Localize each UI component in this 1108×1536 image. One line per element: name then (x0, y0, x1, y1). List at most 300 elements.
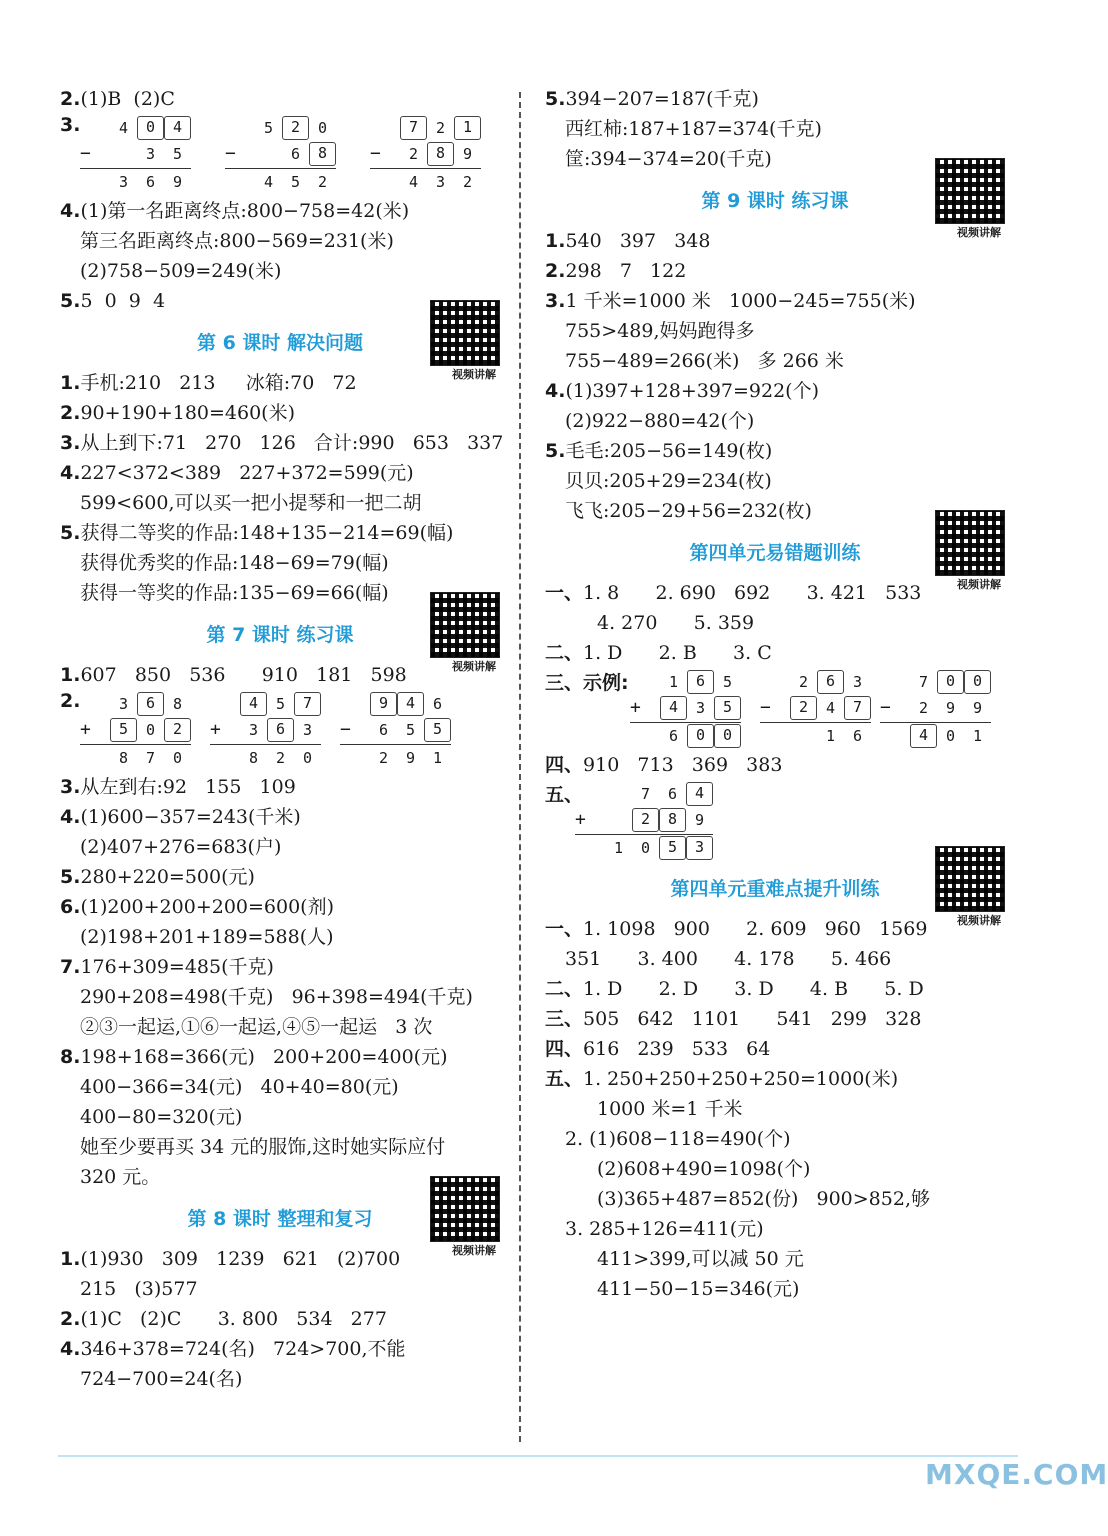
digit: 9 (694, 811, 705, 829)
calc-block (340, 690, 451, 770)
answer-text: 获得一等奖的作品:135−69=66(幅) (80, 582, 389, 604)
digit-row (595, 836, 713, 860)
answer-line (60, 832, 500, 862)
digit: 3 (118, 695, 129, 713)
digit-row (245, 116, 336, 140)
digit: 5 (172, 145, 183, 163)
calc-rule (370, 168, 481, 169)
answer-line (60, 256, 500, 286)
digit-row (595, 808, 713, 832)
answer-line (60, 196, 500, 226)
digit: 9 (972, 699, 983, 717)
question-number: 3. (60, 776, 81, 798)
question-number: 8. (60, 1046, 81, 1068)
answer-text: (2)407+276=683(户) (80, 836, 282, 858)
digit: 9 (172, 173, 183, 191)
answer-line (60, 1304, 500, 1334)
answer-line (545, 1274, 1005, 1304)
digit-box: 4 (240, 692, 267, 716)
digit: 6 (145, 173, 156, 191)
digit: 1 (972, 727, 983, 745)
answer-text: 910 713 369 383 (583, 754, 783, 776)
digit-row (100, 692, 191, 716)
answer-text: (1)第一名距离终点:800−758=42(米) (80, 200, 410, 222)
digit-box: 5 (424, 718, 451, 742)
answer-text: 1. 250+250+250+250=1000(米) (583, 1068, 899, 1090)
operator: + (210, 719, 221, 740)
question-number: 3. (60, 114, 81, 136)
digit: 4 (825, 699, 836, 717)
answer-line (60, 1012, 500, 1042)
answer-text: 400−366=34(元) 40+40=80(元) (80, 1076, 399, 1098)
answer-text: 筐:394−374=20(千克) (565, 148, 772, 170)
answer-text: 5 0 9 4 (80, 290, 166, 312)
question-number: 2. (545, 260, 566, 282)
left-column (60, 84, 504, 1394)
digit-box: 0 (964, 670, 991, 694)
answer-text: 90+190+180=460(米) (80, 402, 296, 424)
answer-text: 西红柿:187+187=374(千克) (565, 118, 822, 140)
digit: 0 (302, 749, 313, 767)
answer-line (545, 346, 1005, 376)
digit: 8 (118, 749, 129, 767)
digit: 6 (852, 727, 863, 745)
answer-text: 540 397 348 (565, 230, 711, 252)
answer-line (60, 1042, 500, 1072)
digit-box: 6 (267, 718, 294, 742)
digit-box: 5 (659, 836, 686, 860)
answer-line (60, 1274, 500, 1304)
digit: 5 (263, 119, 274, 137)
answer-text: (3)365+487=852(份) 900>852,够 (597, 1188, 930, 1210)
digit: 1 (825, 727, 836, 745)
digit (255, 142, 282, 166)
digit-box: 4 (397, 692, 424, 716)
calc-block (80, 114, 191, 194)
answer-line (545, 316, 1005, 346)
question-number: 1. (60, 1248, 81, 1270)
operator: + (630, 697, 641, 718)
answer-text: 755>489,妈妈跑得多 (565, 320, 755, 342)
answer-line (545, 1004, 1005, 1034)
calc-rule (340, 744, 451, 745)
digit-row (360, 692, 451, 716)
digit-row (230, 718, 321, 742)
digit-row (900, 670, 991, 694)
answer-text: 351 3. 400 4. 178 5. 466 (565, 948, 892, 970)
digit-box: 8 (309, 142, 336, 166)
answer-line (60, 1364, 500, 1394)
operator: − (760, 697, 771, 718)
answer-text: 755−489=266(米) 多 266 米 (565, 350, 844, 372)
calc-rule (80, 744, 191, 745)
digit: 0 (172, 749, 183, 767)
digit: 0 (640, 839, 651, 857)
operator: − (370, 143, 381, 164)
question-number: 五、 (545, 1068, 584, 1090)
section-title: 第 9 课时 练习课 (701, 190, 849, 212)
digit-row (900, 696, 991, 720)
calc-block (370, 114, 481, 194)
digit-box: 1 (454, 116, 481, 140)
question-number: 5. (60, 522, 81, 544)
answer-text: 400−80=320(元) (80, 1106, 243, 1128)
answer-line (545, 1064, 1005, 1094)
digit: 4 (408, 173, 419, 191)
answer-line (60, 1132, 500, 1162)
answer-line (545, 226, 1005, 256)
digit: 5 (290, 173, 301, 191)
answer-text: (2)922−880=42(个) (565, 410, 755, 432)
calc-block (880, 668, 991, 748)
answer-text: 她至少要再买 34 元的服饰,这时她实际应付 (80, 1136, 446, 1158)
digit-row (360, 718, 451, 742)
qr-code-icon[interactable] (935, 846, 1005, 912)
digit: 4 (263, 173, 274, 191)
answer-text: 获得优秀奖的作品:148−69=79(幅) (80, 552, 389, 574)
section-heading (60, 320, 500, 381)
digit: 2 (798, 673, 809, 691)
answer-line (545, 256, 1005, 286)
answer-line (60, 772, 500, 802)
question-number: 5. (545, 88, 566, 110)
digit: 3 (852, 673, 863, 691)
calc-rule (575, 834, 713, 835)
digit: 3 (435, 173, 446, 191)
answer-line (60, 368, 500, 398)
answer-text: 505 642 1101 541 299 328 (583, 1008, 922, 1030)
question-number: 4. (545, 380, 566, 402)
answer-text: 346+378=724(名) 724>700,不能 (80, 1338, 406, 1360)
digit: 9 (945, 699, 956, 717)
digit-row (390, 142, 481, 166)
digit-row (390, 116, 481, 140)
digit-row (230, 746, 321, 770)
answer-line (545, 1244, 1005, 1274)
answer-line (545, 1124, 1005, 1154)
digit-row (230, 692, 321, 716)
section-title: 第四单元重难点提升训练 (670, 878, 880, 900)
question-number: 2. (60, 402, 81, 424)
answer-text: 从左到右:92 155 109 (80, 776, 296, 798)
digit: 0 (317, 119, 328, 137)
digit: 7 (918, 673, 929, 691)
digit-row (390, 170, 481, 194)
digit: 7 (145, 749, 156, 767)
digit-box: 4 (164, 116, 191, 140)
question-number: 5. (60, 866, 81, 888)
question-number: 四、 (545, 1038, 584, 1060)
calc-block (575, 780, 713, 860)
answer-line (545, 1154, 1005, 1184)
digit-row (100, 116, 191, 140)
digit-box: 8 (427, 142, 454, 166)
digit-box: 7 (294, 692, 321, 716)
answer-text: 599<600,可以买一把小提琴和一把二胡 (80, 492, 422, 514)
answer-line (60, 1244, 500, 1274)
answer-text: 4. 270 5. 359 (597, 612, 755, 634)
digit-box: 2 (790, 696, 817, 720)
calc-rule (210, 744, 321, 745)
digit: 2 (918, 699, 929, 717)
answer-text: 724−700=24(名) (80, 1368, 243, 1390)
qr-label: 视频讲解 (452, 660, 496, 673)
answer-text: (1)C (2)C 3. 800 534 277 (80, 1308, 387, 1330)
digit-row (245, 170, 336, 194)
digit-row (595, 782, 713, 806)
digit: 7 (640, 785, 651, 803)
answer-text: 320 元。 (80, 1166, 161, 1188)
question-number: 二、 (545, 642, 584, 664)
digit: 2 (317, 173, 328, 191)
answer-text: 贝贝:205+29=234(枚) (565, 470, 772, 492)
question-number: 6. (60, 896, 81, 918)
answer-line (545, 914, 1005, 944)
question-number: 2. (60, 88, 81, 110)
digit: 2 (462, 173, 473, 191)
answer-text: (1)B (2)C (80, 88, 175, 110)
question-number: 5. (545, 440, 566, 462)
answer-text: 1 千米=1000 米 1000−245=755(米) (565, 290, 916, 312)
calc-rule (760, 722, 871, 723)
digit-row (100, 746, 191, 770)
question-number: 3. (545, 290, 566, 312)
digit-row (100, 170, 191, 194)
digit-row (780, 670, 871, 694)
answer-text: 3. 285+126=411(元) (565, 1218, 764, 1240)
answer-line (60, 1102, 500, 1132)
digit-box: 2 (282, 116, 309, 140)
answer-line (60, 802, 500, 832)
answer-line (545, 406, 1005, 436)
digit-row (650, 724, 741, 748)
digit: 2 (408, 145, 419, 163)
section-title: 第 6 课时 解决问题 (196, 332, 364, 354)
operator: − (80, 143, 91, 164)
digit-box: 0 (687, 724, 714, 748)
digit-box: 4 (910, 724, 937, 748)
answer-text: 1000 米=1 千米 (597, 1098, 743, 1120)
digit-box: 8 (659, 808, 686, 832)
calc-block (760, 668, 871, 748)
qr-code-icon[interactable] (935, 510, 1005, 576)
answer-text: 1. D 2. B 3. C (583, 642, 772, 664)
calc-block (225, 114, 336, 194)
answer-line (60, 982, 500, 1012)
digit: 3 (695, 699, 706, 717)
digit-box: 6 (687, 670, 714, 694)
answer-line (60, 862, 500, 892)
digit: 3 (145, 145, 156, 163)
answer-text: 1. 1098 900 2. 609 960 1569 (583, 918, 928, 940)
digit: 2 (435, 119, 446, 137)
answer-text: 获得二等奖的作品:148+135−214=69(幅) (80, 522, 454, 544)
calc-rule (880, 722, 991, 723)
answer-text: 215 (3)577 (80, 1278, 198, 1300)
answer-text: 手机:210 213 冰箱:70 72 (80, 372, 357, 394)
answer-line (545, 1094, 1005, 1124)
digit: 3 (248, 721, 259, 739)
question-number: 1. (60, 664, 81, 686)
digit (790, 724, 817, 748)
answer-line (545, 974, 1005, 1004)
digit-row (650, 696, 741, 720)
answer-line (545, 114, 1005, 144)
answer-line (545, 286, 1005, 316)
digit-box: 3 (686, 836, 713, 860)
answer-line (545, 466, 1005, 496)
digit: 2 (275, 749, 286, 767)
digit: 0 (945, 727, 956, 745)
answer-line (60, 660, 500, 690)
question-number: 三、示例: (545, 672, 629, 694)
answer-text: 飞飞:205−29+56=232(枚) (565, 500, 812, 522)
question-number: 2. (60, 690, 81, 712)
qr-label: 视频讲解 (957, 578, 1001, 591)
qr-code-icon[interactable] (430, 1176, 500, 1242)
answer-line (545, 84, 1005, 114)
section-title: 第 8 课时 整理和复习 (187, 1208, 373, 1230)
answer-text: (1)397+128+397=922(个) (565, 380, 820, 402)
question-number: 二、 (545, 978, 584, 1000)
operator: − (340, 719, 351, 740)
qr-label: 视频讲解 (452, 1244, 496, 1257)
answer-line (60, 1072, 500, 1102)
digit-box: 0 (714, 724, 741, 748)
digit: 6 (667, 785, 678, 803)
section-heading (545, 530, 1005, 591)
question-number: 4. (60, 806, 81, 828)
digit (605, 782, 632, 806)
question-number: 1. (60, 372, 81, 394)
digit-box: 6 (817, 670, 844, 694)
answer-text: 616 239 533 64 (583, 1038, 771, 1060)
operator: + (80, 719, 91, 740)
digit: 9 (462, 145, 473, 163)
digit-row (780, 696, 871, 720)
answer-text: 1. D 2. D 3. D 4. B 5. D (583, 978, 924, 1000)
qr-code-icon[interactable] (430, 300, 500, 366)
digit-box: 2 (164, 718, 191, 742)
digit: 2 (378, 749, 389, 767)
qr-code-icon[interactable] (935, 158, 1005, 224)
answer-text: 毛毛:205−56=149(枚) (565, 440, 773, 462)
question-number: 4. (60, 1338, 81, 1360)
vertical-calculation (545, 668, 1005, 750)
answer-line (545, 944, 1005, 974)
answer-line (60, 952, 500, 982)
answer-line (60, 458, 500, 488)
answer-line (545, 436, 1005, 466)
digit: 6 (378, 721, 389, 739)
answer-text: 607 850 536 910 181 598 (80, 664, 407, 686)
digit-row (360, 746, 451, 770)
footer-rule (58, 1455, 1018, 1457)
answer-text: 2. (1)608−118=490(个) (565, 1128, 791, 1150)
answer-text: (1)930 309 1239 621 (2)700 (80, 1248, 401, 1270)
answer-text: (2)198+201+189=588(人) (80, 926, 334, 948)
question-number: 3. (60, 432, 81, 454)
answer-text: 411>399,可以减 50 元 (597, 1248, 804, 1270)
section-heading (545, 866, 1005, 927)
digit-box: 6 (137, 692, 164, 716)
answer-text: 198+168=366(元) 200+200=400(元) (80, 1046, 448, 1068)
answer-text: 298 7 122 (565, 260, 687, 282)
question-number: 一、 (545, 918, 584, 940)
digit-box: 2 (632, 808, 659, 832)
digit (605, 808, 632, 832)
question-number: 五、 (545, 784, 584, 806)
calc-rule (80, 168, 191, 169)
digit-box: 0 (137, 116, 164, 140)
answer-text: (1)200+200+200=600(剂) (80, 896, 335, 918)
answer-text: (2)608+490=1098(个) (597, 1158, 811, 1180)
answer-line (60, 226, 500, 256)
section-heading (60, 1196, 500, 1257)
answer-text: (1)600−357=243(千米) (80, 806, 301, 828)
answer-text: ②③一起运,①⑥一起运,④⑤一起运 3 次 (80, 1016, 433, 1038)
calc-rule (630, 722, 741, 723)
digit: 0 (145, 721, 156, 739)
digit: 5 (405, 721, 416, 739)
digit-box: 5 (714, 696, 741, 720)
digit-box: 9 (370, 692, 397, 716)
watermark-text: MXQE.COM (925, 1458, 1108, 1491)
right-column (545, 84, 1005, 1304)
digit: 8 (172, 695, 183, 713)
digit-row (100, 142, 191, 166)
digit: 3 (118, 173, 129, 191)
watermark-logo (915, 1400, 1108, 1530)
section-heading (545, 178, 1005, 239)
question-number: 4. (60, 200, 81, 222)
digit-box: 7 (400, 116, 427, 140)
question-number: 4. (60, 462, 81, 484)
answer-text: 280+220=500(元) (80, 866, 255, 888)
digit-box: 4 (660, 696, 687, 720)
digit: 5 (722, 673, 733, 691)
question-number: 2. (60, 1308, 81, 1330)
operator: + (575, 809, 586, 830)
question-number: 三、 (545, 1008, 584, 1030)
digit-box: 7 (844, 696, 871, 720)
digit-box: 5 (110, 718, 137, 742)
answer-line (60, 892, 500, 922)
calc-block (80, 690, 191, 770)
question-number: 1. (545, 230, 566, 252)
digit-row (780, 724, 871, 748)
qr-label: 视频讲解 (452, 368, 496, 381)
answer-text: 从上到下:71 270 126 合计:990 653 337 (80, 432, 504, 454)
digit-box: 4 (686, 782, 713, 806)
digit-row (650, 670, 741, 694)
answer-line (60, 428, 504, 458)
answer-text: 227<372<389 227+372=599(元) (80, 462, 414, 484)
question-number: 四、 (545, 754, 584, 776)
digit: 1 (613, 839, 624, 857)
question-number: 5. (60, 290, 81, 312)
qr-code-icon[interactable] (430, 592, 500, 658)
digit: 1 (432, 749, 443, 767)
answer-text: 第三名距离终点:800−569=231(米) (80, 230, 394, 252)
answer-text: (2)758−509=249(米) (80, 260, 282, 282)
answer-line (545, 578, 1005, 608)
digit: 6 (290, 145, 301, 163)
operator: − (880, 697, 891, 718)
digit (110, 142, 137, 166)
answer-line (545, 750, 1005, 780)
qr-label: 视频讲解 (957, 914, 1001, 927)
